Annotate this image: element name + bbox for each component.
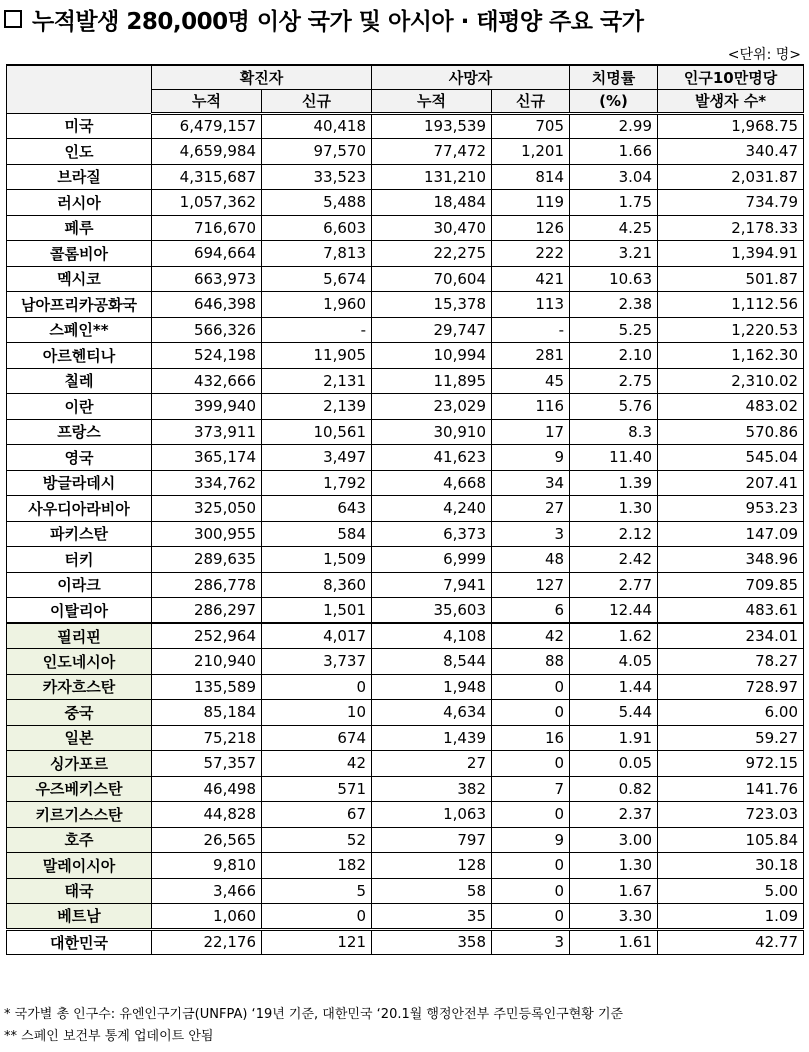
table-row xyxy=(7,317,804,343)
cell-c-new: 1,501 xyxy=(262,598,372,624)
checkbox-square-icon xyxy=(4,10,22,28)
cell-per: 1.09 xyxy=(658,904,804,930)
cell-c-cum: 210,940 xyxy=(152,649,262,675)
cell-c-cum: 46,498 xyxy=(152,776,262,802)
table-row xyxy=(7,776,804,802)
cell-d-new: 0 xyxy=(492,751,570,777)
cell-c-cum: 566,326 xyxy=(152,317,262,343)
cell-cfr: 1.30 xyxy=(570,853,658,879)
cell-cfr: 2.99 xyxy=(570,113,658,139)
table-row xyxy=(7,878,804,904)
cell-per: 78.27 xyxy=(658,649,804,675)
cell-c-new: 2,131 xyxy=(262,368,372,394)
cell-c-cum: 325,050 xyxy=(152,496,262,522)
cell-cfr: 2.38 xyxy=(570,292,658,318)
cell-c-cum: 646,398 xyxy=(152,292,262,318)
cell-c-cum: 6,479,157 xyxy=(152,113,262,139)
country-name: 페루 xyxy=(7,215,152,241)
cell-per: 545.04 xyxy=(658,445,804,471)
cell-d-new: 3 xyxy=(492,521,570,547)
cell-c-new: 11,905 xyxy=(262,343,372,369)
cell-d-cum: 131,210 xyxy=(372,164,492,190)
cell-d-new: 0 xyxy=(492,853,570,879)
cell-c-new: 1,509 xyxy=(262,547,372,573)
cell-c-cum: 57,357 xyxy=(152,751,262,777)
header-per100k-top: 인구10만명당 xyxy=(658,65,804,89)
country-name: 파키스탄 xyxy=(7,521,152,547)
cell-cfr: 3.21 xyxy=(570,241,658,267)
cell-cfr: 2.12 xyxy=(570,521,658,547)
cell-c-cum: 75,218 xyxy=(152,725,262,751)
cell-d-cum: 41,623 xyxy=(372,445,492,471)
cell-d-cum: 1,439 xyxy=(372,725,492,751)
header-per100k-bottom: 발생자 수* xyxy=(658,89,804,113)
cell-cfr: 1.39 xyxy=(570,470,658,496)
cell-per: 234.01 xyxy=(658,623,804,649)
cell-cfr: 2.10 xyxy=(570,343,658,369)
cell-c-cum: 26,565 xyxy=(152,827,262,853)
cell-d-new: 34 xyxy=(492,470,570,496)
table-row xyxy=(7,419,804,445)
cell-c-new: 1,960 xyxy=(262,292,372,318)
cell-d-new: 0 xyxy=(492,904,570,930)
header-deaths-cum: 누적 xyxy=(372,89,492,113)
cell-c-new: 182 xyxy=(262,853,372,879)
cell-c-new: 52 xyxy=(262,827,372,853)
cell-c-cum: 4,659,984 xyxy=(152,139,262,165)
table-row xyxy=(7,827,804,853)
header-deaths-new: 신규 xyxy=(492,89,570,113)
cell-per: 483.02 xyxy=(658,394,804,420)
cell-per: 207.41 xyxy=(658,470,804,496)
cell-c-cum: 1,060 xyxy=(152,904,262,930)
cell-cfr: 1.62 xyxy=(570,623,658,649)
cell-d-cum: 7,941 xyxy=(372,572,492,598)
cell-d-new: 88 xyxy=(492,649,570,675)
cell-per: 709.85 xyxy=(658,572,804,598)
cell-cfr: 0.05 xyxy=(570,751,658,777)
cell-cfr: 3.00 xyxy=(570,827,658,853)
cell-c-new: 3,497 xyxy=(262,445,372,471)
cell-cfr: 2.77 xyxy=(570,572,658,598)
table-row xyxy=(7,190,804,216)
cell-c-new: 571 xyxy=(262,776,372,802)
cell-c-new: 5 xyxy=(262,878,372,904)
cell-per: 2,178.33 xyxy=(658,215,804,241)
cell-per: 483.61 xyxy=(658,598,804,624)
cell-per: 6.00 xyxy=(658,700,804,726)
footnote-2: ** 스페인 보건부 통계 업데이트 안됨 xyxy=(4,1029,214,1044)
cell-per: 2,310.02 xyxy=(658,368,804,394)
table-row xyxy=(7,241,804,267)
cell-d-cum: 4,108 xyxy=(372,623,492,649)
cell-d-new: - xyxy=(492,317,570,343)
table-row xyxy=(7,649,804,675)
cell-cfr: 10.63 xyxy=(570,266,658,292)
cell-per: 728.97 xyxy=(658,674,804,700)
header-confirmed-cum: 누적 xyxy=(152,89,262,113)
covid-table xyxy=(6,64,804,955)
table-row xyxy=(7,445,804,471)
cell-d-new: 9 xyxy=(492,445,570,471)
cell-c-new: 8,360 xyxy=(262,572,372,598)
table-row xyxy=(7,929,804,955)
cell-d-cum: 30,910 xyxy=(372,419,492,445)
cell-cfr: 3.04 xyxy=(570,164,658,190)
cell-per: 570.86 xyxy=(658,419,804,445)
cell-c-cum: 524,198 xyxy=(152,343,262,369)
cell-d-cum: 797 xyxy=(372,827,492,853)
table-row xyxy=(7,215,804,241)
country-name: 인도 xyxy=(7,139,152,165)
cell-cfr: 1.75 xyxy=(570,190,658,216)
cell-c-cum: 694,664 xyxy=(152,241,262,267)
country-name: 프랑스 xyxy=(7,419,152,445)
table-row xyxy=(7,547,804,573)
cell-d-new: 127 xyxy=(492,572,570,598)
country-name: 이란 xyxy=(7,394,152,420)
title-text: 누적발생 280,000명 이상 국가 및 아시아 · 태평양 주요 국가 xyxy=(32,8,644,35)
cell-c-cum: 663,973 xyxy=(152,266,262,292)
country-name: 인도네시아 xyxy=(7,649,152,675)
cell-c-cum: 286,778 xyxy=(152,572,262,598)
cell-c-cum: 44,828 xyxy=(152,802,262,828)
cell-d-new: 814 xyxy=(492,164,570,190)
cell-c-cum: 289,635 xyxy=(152,547,262,573)
cell-d-cum: 22,275 xyxy=(372,241,492,267)
country-name: 칠레 xyxy=(7,368,152,394)
cell-d-new: 126 xyxy=(492,215,570,241)
cell-c-cum: 3,466 xyxy=(152,878,262,904)
cell-d-new: 119 xyxy=(492,190,570,216)
table-row xyxy=(7,598,804,624)
cell-cfr: 2.75 xyxy=(570,368,658,394)
table-row xyxy=(7,674,804,700)
header-country xyxy=(7,65,152,113)
cell-d-cum: 1,063 xyxy=(372,802,492,828)
cell-c-new: 33,523 xyxy=(262,164,372,190)
cell-c-cum: 85,184 xyxy=(152,700,262,726)
cell-c-cum: 432,666 xyxy=(152,368,262,394)
country-name: 이라크 xyxy=(7,572,152,598)
country-name: 방글라데시 xyxy=(7,470,152,496)
cell-cfr: 1.91 xyxy=(570,725,658,751)
cell-d-new: 281 xyxy=(492,343,570,369)
cell-c-new: 121 xyxy=(262,929,372,955)
cell-d-cum: 35 xyxy=(372,904,492,930)
cell-cfr: 5.44 xyxy=(570,700,658,726)
cell-d-cum: 18,484 xyxy=(372,190,492,216)
cell-per: 953.23 xyxy=(658,496,804,522)
cell-d-new: 42 xyxy=(492,623,570,649)
cell-cfr: 2.37 xyxy=(570,802,658,828)
cell-c-cum: 9,810 xyxy=(152,853,262,879)
table-row xyxy=(7,521,804,547)
cell-cfr: 3.30 xyxy=(570,904,658,930)
country-name: 말레이시아 xyxy=(7,853,152,879)
cell-d-new: 1,201 xyxy=(492,139,570,165)
table-row xyxy=(7,725,804,751)
header-cfr-bottom: (%) xyxy=(570,89,658,113)
cell-c-new: 10 xyxy=(262,700,372,726)
cell-d-new: 48 xyxy=(492,547,570,573)
cell-c-new: 643 xyxy=(262,496,372,522)
table-row xyxy=(7,164,804,190)
country-name: 미국 xyxy=(7,113,152,139)
cell-per: 42.77 xyxy=(658,929,804,955)
footnote-1: * 국가별 총 인구수: 유엔인구기금(UNFPA) ‘19년 기준, 대한민국 ‘20.1월 행정안전부 주민등록인구현황 기준 xyxy=(4,1007,624,1022)
cell-d-cum: 358 xyxy=(372,929,492,955)
cell-c-new: 10,561 xyxy=(262,419,372,445)
table-row xyxy=(7,904,804,930)
cell-c-new: 3,737 xyxy=(262,649,372,675)
cell-c-new: - xyxy=(262,317,372,343)
cell-cfr: 8.3 xyxy=(570,419,658,445)
cell-per: 2,031.87 xyxy=(658,164,804,190)
cell-cfr: 5.76 xyxy=(570,394,658,420)
country-name: 스페인** xyxy=(7,317,152,343)
cell-cfr: 1.66 xyxy=(570,139,658,165)
cell-per: 1,394.91 xyxy=(658,241,804,267)
cell-cfr: 2.42 xyxy=(570,547,658,573)
footnotes xyxy=(4,1004,623,1048)
cell-d-cum: 128 xyxy=(372,853,492,879)
cell-c-cum: 135,589 xyxy=(152,674,262,700)
page-title xyxy=(4,4,643,34)
cell-d-cum: 58 xyxy=(372,878,492,904)
cell-c-new: 2,139 xyxy=(262,394,372,420)
cell-cfr: 5.25 xyxy=(570,317,658,343)
cell-per: 501.87 xyxy=(658,266,804,292)
cell-c-new: 42 xyxy=(262,751,372,777)
cell-per: 723.03 xyxy=(658,802,804,828)
country-name: 대한민국 xyxy=(7,929,152,955)
table-row xyxy=(7,343,804,369)
cell-d-cum: 193,539 xyxy=(372,113,492,139)
cell-c-cum: 252,964 xyxy=(152,623,262,649)
table-row xyxy=(7,113,804,139)
country-name: 남아프리카공화국 xyxy=(7,292,152,318)
country-name: 키르기스스탄 xyxy=(7,802,152,828)
country-name: 태국 xyxy=(7,878,152,904)
cell-c-new: 1,792 xyxy=(262,470,372,496)
cell-c-cum: 300,955 xyxy=(152,521,262,547)
cell-d-new: 45 xyxy=(492,368,570,394)
cell-d-new: 0 xyxy=(492,700,570,726)
cell-d-cum: 382 xyxy=(372,776,492,802)
cell-c-cum: 399,940 xyxy=(152,394,262,420)
cell-per: 348.96 xyxy=(658,547,804,573)
cell-d-new: 7 xyxy=(492,776,570,802)
cell-cfr: 1.61 xyxy=(570,929,658,955)
header-cfr-top: 치명률 xyxy=(570,65,658,89)
cell-c-new: 584 xyxy=(262,521,372,547)
cell-cfr: 1.44 xyxy=(570,674,658,700)
table-row xyxy=(7,700,804,726)
table-row xyxy=(7,751,804,777)
cell-c-cum: 373,911 xyxy=(152,419,262,445)
table-row xyxy=(7,368,804,394)
unit-label: <단위: 명> xyxy=(727,47,801,63)
cell-c-new: 674 xyxy=(262,725,372,751)
country-name: 필리핀 xyxy=(7,623,152,649)
cell-d-new: 0 xyxy=(492,802,570,828)
cell-d-cum: 30,470 xyxy=(372,215,492,241)
cell-d-new: 9 xyxy=(492,827,570,853)
table-row xyxy=(7,802,804,828)
cell-d-cum: 70,604 xyxy=(372,266,492,292)
table-row xyxy=(7,139,804,165)
cell-c-new: 0 xyxy=(262,904,372,930)
cell-per: 1,968.75 xyxy=(658,113,804,139)
cell-d-cum: 10,994 xyxy=(372,343,492,369)
cell-d-cum: 1,948 xyxy=(372,674,492,700)
cell-cfr: 4.05 xyxy=(570,649,658,675)
header-confirmed-new: 신규 xyxy=(262,89,372,113)
cell-d-new: 27 xyxy=(492,496,570,522)
cell-per: 30.18 xyxy=(658,853,804,879)
cell-d-cum: 4,634 xyxy=(372,700,492,726)
country-name: 아르헨티나 xyxy=(7,343,152,369)
table-row xyxy=(7,266,804,292)
cell-per: 5.00 xyxy=(658,878,804,904)
cell-per: 59.27 xyxy=(658,725,804,751)
header-confirmed: 확진자 xyxy=(152,65,372,89)
cell-d-new: 6 xyxy=(492,598,570,624)
table-row xyxy=(7,853,804,879)
cell-d-new: 0 xyxy=(492,674,570,700)
country-name: 호주 xyxy=(7,827,152,853)
cell-d-cum: 4,240 xyxy=(372,496,492,522)
cell-d-cum: 15,378 xyxy=(372,292,492,318)
cell-per: 734.79 xyxy=(658,190,804,216)
cell-per: 340.47 xyxy=(658,139,804,165)
table-row xyxy=(7,496,804,522)
table-row xyxy=(7,470,804,496)
cell-cfr: 0.82 xyxy=(570,776,658,802)
cell-d-cum: 6,373 xyxy=(372,521,492,547)
cell-per: 141.76 xyxy=(658,776,804,802)
cell-per: 105.84 xyxy=(658,827,804,853)
cell-per: 972.15 xyxy=(658,751,804,777)
cell-d-cum: 77,472 xyxy=(372,139,492,165)
country-name: 싱가포르 xyxy=(7,751,152,777)
cell-c-new: 97,570 xyxy=(262,139,372,165)
cell-d-cum: 8,544 xyxy=(372,649,492,675)
country-name: 카자흐스탄 xyxy=(7,674,152,700)
cell-c-new: 5,674 xyxy=(262,266,372,292)
country-name: 이탈리아 xyxy=(7,598,152,624)
country-name: 베트남 xyxy=(7,904,152,930)
header-deaths: 사망자 xyxy=(372,65,570,89)
cell-cfr: 1.67 xyxy=(570,878,658,904)
table-row xyxy=(7,292,804,318)
table-row xyxy=(7,394,804,420)
cell-d-cum: 27 xyxy=(372,751,492,777)
cell-c-new: 4,017 xyxy=(262,623,372,649)
country-name: 영국 xyxy=(7,445,152,471)
cell-c-new: 7,813 xyxy=(262,241,372,267)
cell-d-cum: 29,747 xyxy=(372,317,492,343)
cell-c-cum: 1,057,362 xyxy=(152,190,262,216)
cell-d-new: 16 xyxy=(492,725,570,751)
cell-d-new: 116 xyxy=(492,394,570,420)
cell-cfr: 12.44 xyxy=(570,598,658,624)
country-name: 콜롬비아 xyxy=(7,241,152,267)
cell-d-new: 3 xyxy=(492,929,570,955)
cell-c-cum: 716,670 xyxy=(152,215,262,241)
cell-d-new: 222 xyxy=(492,241,570,267)
country-name: 우즈베키스탄 xyxy=(7,776,152,802)
cell-c-cum: 4,315,687 xyxy=(152,164,262,190)
cell-c-new: 67 xyxy=(262,802,372,828)
table-row xyxy=(7,572,804,598)
cell-d-cum: 6,999 xyxy=(372,547,492,573)
country-name: 사우디아라비아 xyxy=(7,496,152,522)
country-name: 중국 xyxy=(7,700,152,726)
cell-per: 147.09 xyxy=(658,521,804,547)
country-name: 터키 xyxy=(7,547,152,573)
cell-per: 1,220.53 xyxy=(658,317,804,343)
cell-d-new: 421 xyxy=(492,266,570,292)
cell-d-new: 0 xyxy=(492,878,570,904)
cell-c-cum: 334,762 xyxy=(152,470,262,496)
cell-per: 1,162.30 xyxy=(658,343,804,369)
cell-c-cum: 365,174 xyxy=(152,445,262,471)
cell-d-cum: 11,895 xyxy=(372,368,492,394)
cell-cfr: 1.30 xyxy=(570,496,658,522)
table-row xyxy=(7,623,804,649)
cell-c-new: 0 xyxy=(262,674,372,700)
country-name: 러시아 xyxy=(7,190,152,216)
country-name: 브라질 xyxy=(7,164,152,190)
cell-c-cum: 286,297 xyxy=(152,598,262,624)
cell-d-new: 113 xyxy=(492,292,570,318)
country-name: 멕시코 xyxy=(7,266,152,292)
country-name: 일본 xyxy=(7,725,152,751)
cell-cfr: 11.40 xyxy=(570,445,658,471)
cell-c-cum: 22,176 xyxy=(152,929,262,955)
cell-d-cum: 4,668 xyxy=(372,470,492,496)
cell-c-new: 6,603 xyxy=(262,215,372,241)
cell-per: 1,112.56 xyxy=(658,292,804,318)
cell-d-new: 705 xyxy=(492,113,570,139)
cell-d-cum: 35,603 xyxy=(372,598,492,624)
cell-c-new: 40,418 xyxy=(262,113,372,139)
cell-d-cum: 23,029 xyxy=(372,394,492,420)
cell-d-new: 17 xyxy=(492,419,570,445)
cell-c-new: 5,488 xyxy=(262,190,372,216)
cell-cfr: 4.25 xyxy=(570,215,658,241)
